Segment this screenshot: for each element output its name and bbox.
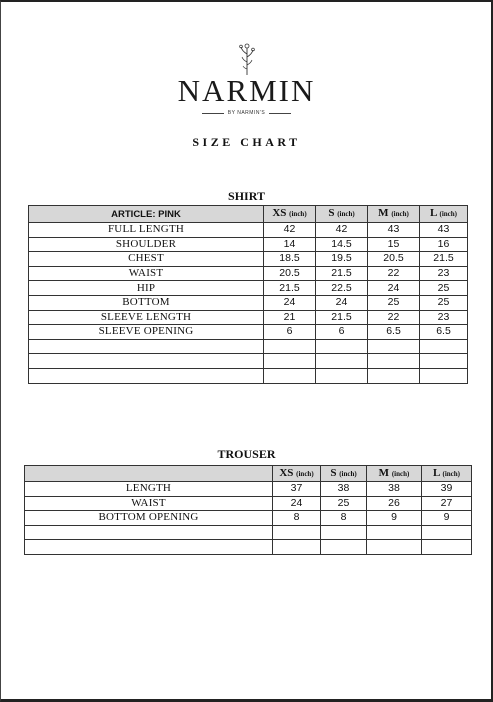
shirt-value-l: 21.5 [420,252,468,267]
shirt-value-xs: 24 [264,295,316,310]
trouser-value-l: 9 [422,511,472,526]
shirt-value-l: 23 [420,266,468,281]
shirt-value-l: 16 [420,237,468,252]
shirt-value-m: 43 [368,223,420,238]
shirt-value-s: 21.5 [316,310,368,325]
shirt-value-l [420,354,468,369]
shirt-col-m: M (inch) [368,206,420,223]
shirt-value-m: 15 [368,237,420,252]
trouser-value-s: 8 [321,511,367,526]
trouser-header-row [25,466,472,482]
trouser-value-m: 26 [367,496,422,511]
trouser-value-l: 39 [422,482,472,497]
shirt-section-title: SHIRT [228,189,265,203]
shirt-value-xs: 21.5 [264,281,316,296]
byline-rule-right [269,113,291,114]
brand-name: NARMIN [177,73,316,108]
shirt-value-m [368,368,420,383]
shirt-table-row [29,368,468,383]
trouser-value-s: 38 [321,482,367,497]
shirt-value-s [316,339,368,354]
trouser-size-table [24,465,472,555]
trouser-value-s: 25 [321,496,367,511]
shirt-measurement-label: BOTTOM [29,295,264,310]
trouser-value-m [367,525,422,540]
shirt-value-xs: 42 [264,223,316,238]
shirt-value-xs: 6 [264,325,316,340]
shirt-table-row [29,252,468,267]
shirt-value-s: 14.5 [316,237,368,252]
shirt-col-s: S (inch) [316,206,368,223]
trouser-value-m: 38 [367,482,422,497]
shirt-col-l: L (inch) [420,206,468,223]
shirt-value-m: 22 [368,310,420,325]
byline-text: BY NARMIN'S [227,110,266,116]
shirt-value-m: 6.5 [368,325,420,340]
trouser-value-m [367,540,422,555]
trouser-table-row [25,482,472,497]
trouser-table-row [25,496,472,511]
shirt-value-l: 6.5 [420,325,468,340]
trouser-value-s [321,525,367,540]
shirt-value-xs: 21 [264,310,316,325]
shirt-value-m: 24 [368,281,420,296]
shirt-table-row [29,310,468,325]
brand-byline [1,110,492,116]
shirt-measurement-label [29,368,264,383]
shirt-value-s [316,368,368,383]
trouser-section-title: TROUSER [217,447,276,461]
shirt-table-row [29,354,468,369]
byline-rule-left [202,113,224,114]
shirt-header-row [29,206,468,223]
shirt-value-l [420,339,468,354]
trouser-value-l: 27 [422,496,472,511]
brand-logo [1,42,492,116]
trouser-article-label [25,466,273,482]
shirt-value-m: 22 [368,266,420,281]
trouser-value-xs: 8 [273,511,321,526]
shirt-measurement-label: HIP [29,281,264,296]
shirt-measurement-label: SLEEVE OPENING [29,325,264,340]
shirt-article-label: ARTICLE: PINK [29,206,264,223]
trouser-value-xs [273,525,321,540]
shirt-table-row [29,295,468,310]
trouser-table-row [25,540,472,555]
shirt-measurement-label: CHEST [29,252,264,267]
shirt-table-row [29,223,468,238]
trouser-table-row [25,525,472,540]
trouser-col-s: S (inch) [321,466,367,482]
shirt-value-m: 20.5 [368,252,420,267]
document-title: SIZE CHART [192,135,301,149]
shirt-value-s: 42 [316,223,368,238]
shirt-value-xs [264,354,316,369]
shirt-measurement-label [29,354,264,369]
shirt-value-xs: 18.5 [264,252,316,267]
shirt-value-xs: 14 [264,237,316,252]
trouser-measurement-label: LENGTH [25,482,273,497]
shirt-value-s: 22.5 [316,281,368,296]
shirt-value-s: 24 [316,295,368,310]
trouser-measurement-label [25,525,273,540]
shirt-value-m [368,339,420,354]
trouser-measurement-label: WAIST [25,496,273,511]
trouser-measurement-label: BOTTOM OPENING [25,511,273,526]
shirt-value-s: 21.5 [316,266,368,281]
trouser-col-xs: XS (inch) [273,466,321,482]
trouser-value-xs: 24 [273,496,321,511]
shirt-measurement-label: FULL LENGTH [29,223,264,238]
shirt-value-xs [264,368,316,383]
trouser-value-xs [273,540,321,555]
trouser-value-m: 9 [367,511,422,526]
shirt-value-xs [264,339,316,354]
flower-icon [237,42,257,76]
shirt-value-xs: 20.5 [264,266,316,281]
trouser-table-row [25,511,472,526]
trouser-value-xs: 37 [273,482,321,497]
shirt-table-row [29,325,468,340]
shirt-value-m [368,354,420,369]
shirt-value-m: 25 [368,295,420,310]
shirt-value-l [420,368,468,383]
shirt-measurement-label: WAIST [29,266,264,281]
shirt-value-s: 19.5 [316,252,368,267]
trouser-measurement-label [25,540,273,555]
shirt-table-row [29,339,468,354]
shirt-value-s [316,354,368,369]
shirt-value-s: 6 [316,325,368,340]
shirt-value-l: 25 [420,281,468,296]
shirt-col-xs: XS (inch) [264,206,316,223]
shirt-value-l: 23 [420,310,468,325]
shirt-measurement-label: SLEEVE LENGTH [29,310,264,325]
shirt-measurement-label [29,339,264,354]
shirt-value-l: 43 [420,223,468,238]
trouser-col-l: L (inch) [422,466,472,482]
shirt-measurement-label: SHOULDER [29,237,264,252]
trouser-col-m: M (inch) [367,466,422,482]
trouser-value-l [422,540,472,555]
shirt-table-row [29,237,468,252]
trouser-value-l [422,525,472,540]
shirt-value-l: 25 [420,295,468,310]
shirt-table-row [29,266,468,281]
trouser-value-s [321,540,367,555]
shirt-size-table [28,205,468,384]
shirt-table-row [29,281,468,296]
